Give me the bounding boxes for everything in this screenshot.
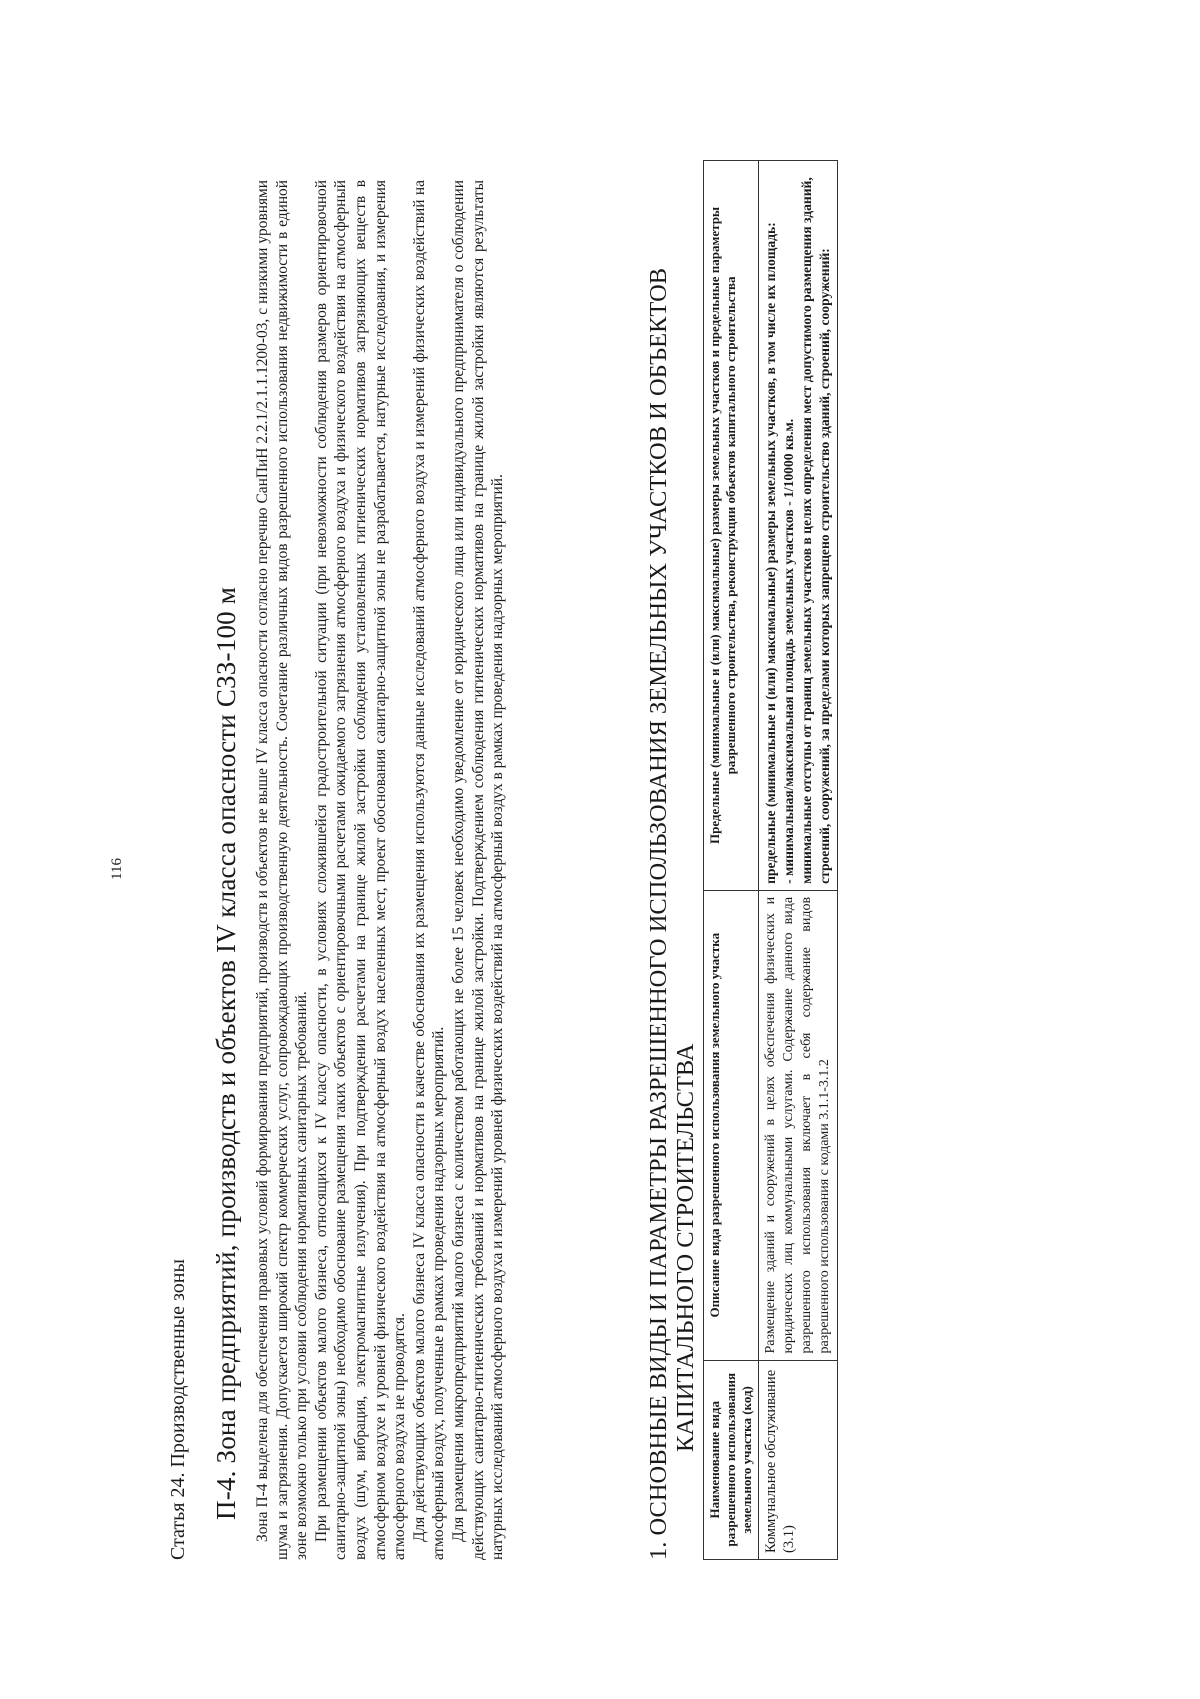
table-row [759, 161, 838, 1560]
param-line-2: - минимальная/максимальная площадь земельных участков - 1/10000 кв.м. [781, 418, 796, 884]
page-number: 116 [109, 858, 125, 880]
section-heading-line1: 1. ОСНОВНЫЕ ВИДЫ И ПАРАМЕТРЫ РАЗРЕШЕННОГО ИСПОЛЬЗОВАНИЯ ЗЕМЕЛЬНЫХ УЧАСТКОВ И ОБЪЕКТОВ [645, 267, 672, 1560]
rotated-page [105, 160, 1105, 1580]
article-title: Статья 24. Производственные зоны [167, 1259, 189, 1560]
cell-limit-params [759, 161, 838, 891]
param-line-3: минимальные отступы от границ земельных участков в целях определения мест допустимого размещения зданий, строений, сооружений, за пределами которых запрещено строительство зданий, строений, сооружений: [799, 177, 832, 884]
header-use-description: Описание вида разрешенного использования земельного участка [704, 890, 759, 1360]
paragraph-4: Для размещения микропредприятий малого бизнеса с количеством работающих не более 15 человек необходимо уведомление от юридического лица или индивидуального предпринимателя о соблюдении действующих санитарно-гигиенических требований и нормативов на границе жилой застройки. Подтверждением соблюдения гигиенических нормативов на границе жилой застройки являются результаты натурных исследований атмосферного воздуха и измерений уровней физических воздействий на атмосферный воздух в рамках проведения надзорных мероприятий. [449, 180, 507, 1560]
paragraph-3: Для действующих объектов малого бизнеса IV класса опасности в качестве обоснования их размещения используются данные исследований атмосферного воздуха и измерений физических воздействий на атмосферный воздух, полученные в рамках проведения надзорных мероприятий. [410, 180, 448, 1560]
table-header-row [704, 161, 759, 1560]
section-heading [645, 160, 699, 1560]
cell-use-name: Коммунальное обслуживание (3.1) [759, 1360, 838, 1559]
paragraph-2: При размещении объектов малого бизнеса, относящихся к IV классу опасности, в условиях сложившейся градостроительной ситуации (при невозможности соблюдения размеров ориентировочной санитарно-защитной зоны) необходимо обоснование размещения таких объектов с ориентировочными расчетами ожидаемого загрязнения атмосферного воздуха и физического воздействия на атмосферный воздух (шум, вибрация, электромагнитные излучения). При подтверждении расчетами на границе жилой застройки соблюдения установленных гигиенических нормативов загрязняющих веществ в атмосферном воздухе и уровней физического воздействия на атмосферный воздух населенных мест, проект обоснования санитарно-защитной зоны не разрабатывается, натурные исследования, и измерения атмосферного воздуха не проводятся. [312, 180, 409, 1560]
body-text [253, 180, 508, 1560]
section-heading-line2: КАПИТАЛЬНОГО СТРОИТЕЛЬСТВА [672, 1043, 699, 1452]
param-line-1: предельные (минимальные и (или) максимальные) размеры земельных участков, в том числе их площадь: [763, 222, 778, 884]
paragraph-1: Зона П-4 выделена для обеспечения правовых условий формирования предприятий, производств и объектов не выше IV класса опасности согласно перечню СанПиН 2.2.1/2.1.1.1200-03, с низкими уровнями шума и загрязнения. Допускается широкий спектр коммерческих услуг, сопровождающих производственную деятельность. Сочетание различных видов разрешенного использования недвижимости в единой зоне возможно только при условии соблюдения нормативных санитарных требований. [254, 180, 311, 1560]
cell-use-description: Размещение зданий и сооружений в целях обеспечения физических и юридических лиц коммунальными услугами. Содержание данного вида разрешенного использования включает в себя содержание видов разрешенного использования с кодами 3.1.1-3.1.2 [759, 890, 838, 1360]
permitted-uses-table [703, 160, 838, 1560]
zone-title: П-4. Зона предприятий, производств и объектов IV класса опасности СЗЗ-100 м [211, 586, 241, 1520]
header-limit-params: Предельные (минимальные и (или) максимальные) размеры земельных участков и предельные параметры разрешенного строительства, реконструкции объектов капитального строительства [704, 161, 759, 891]
header-use-name: Наименование вида разрешенного использования земельного участка (код) [704, 1360, 759, 1559]
